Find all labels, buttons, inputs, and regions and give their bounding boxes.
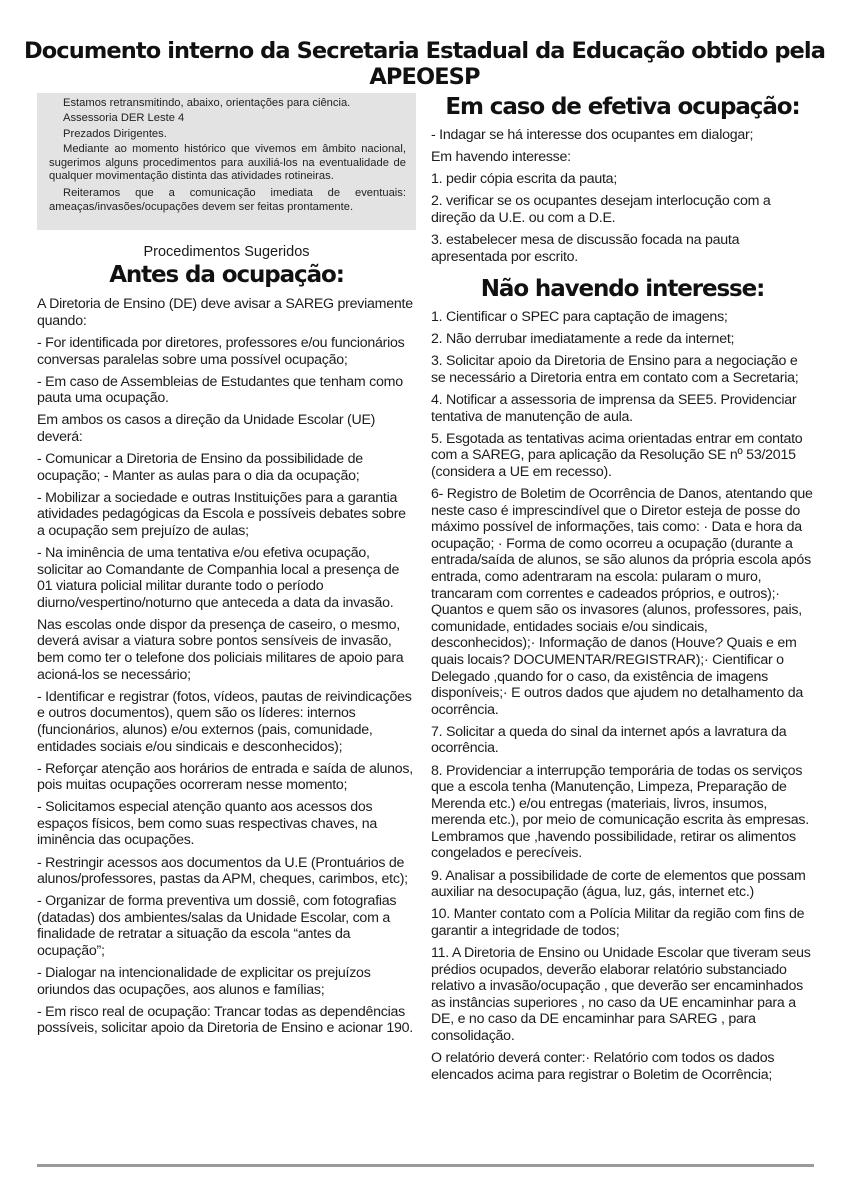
document-headline: Documento interno da Secretaria Estadual da Educação obtido pela APEOESP [23, 38, 826, 90]
paragraph: 9. Analisar a possibilidade de corte de elementos que possam auxiliar na desocupação (água, luz, gás, internet etc.) [431, 867, 806, 901]
paragraph: 7. Solicitar a queda do sinal da internet após a lavratura da ocorrência. [431, 723, 787, 757]
paragraph: - For identificada por diretores, professores e/ou funcionários conversas paralelas sobre uma possível ocupação; [37, 334, 405, 368]
paragraph: - Identificar e registrar (fotos, vídeos, pautas de reivindicações e outros documentos), quem são os líderes: internos (funcionários, alunos) e/ou externos (pais, comunidade, entidades sociais e/ou sindicais e desconhecidos); [37, 688, 412, 755]
paragraph: 2. verificar se os ocupantes desejam interlocução com a direção da U.E. ou com a D.E. [431, 193, 771, 226]
paragraph: - Dialogar na intencionalidade de explicitar os prejuízos oriundos das ocupações, aos alunos e famílias; [37, 965, 371, 998]
before-section-body [37, 296, 416, 1037]
paragraph: - Em risco real de ocupação: Trancar todas as dependências possíveis, solicitar apoio da Diretoria de Ensino e acionar 190. [37, 1003, 413, 1037]
paragraph: - Organizar de forma preventiva um dossiê, com fotografias (datadas) dos ambientes/salas da Unidade Escolar, com a finalidade de retratar a situação da escola “antes da ocupação”; [37, 893, 397, 960]
during-section-body [431, 127, 814, 265]
paragraph: - Restringir acessos aos documentos da U.E (Prontuários de alunos/professores, pastas da APM, cheques, carimbos, etc); [37, 854, 408, 888]
paragraph: 8. Providenciar a interrupção temporária de todas os serviços que a escola tenha (Manutenção, Limpeza, Preparação de Merenda etc.) e/ou entregas (materiais, livros, insumos, merenda etc.), por meio de comunicação escrita às empresas. Lembramos que ,havendo possibilidade, retirar os alimentos congelados e perecíveis. [431, 762, 809, 862]
memo-paragraph: Mediante ao momento histórico que vivemos em âmbito nacional, sugerimos alguns procedimentos para auxiliá-los na eventualidade de qualquer movimentação distinta das atividades rotineiras. [49, 143, 406, 183]
paragraph: 10. Manter contato com a Polícia Militar da região com fins de garantir a integridade de todos; [431, 906, 805, 939]
procedures-label: Procedimentos Sugeridos [143, 244, 310, 261]
paragraph: - Na iminência de uma tentativa e/ou efetiva ocupação, solicitar ao Comandante de Companhia local a presença de 01 viatura policial militar durante todo o período diurno/vespertino/noturno que anteceda a data da invasão. [37, 544, 400, 611]
paragraph: - Comunicar a Diretoria de Ensino da possibilidade de ocupação; - Manter as aulas para o dia da ocupação; [37, 451, 363, 484]
paragraph: 5. Esgotada as tentativas acima orientadas entrar em contato com a SAREG, para aplicação da Resolução SE nº 53/2015 (considera a UE em recesso). [431, 430, 803, 480]
memo-line: Estamos retransmitindo, abaixo, orientações para ciência. [63, 97, 351, 109]
section-title-no-interest: Não havendo interesse: [480, 276, 765, 303]
paragraph: 1. pedir cópia escrita da pauta; [431, 171, 618, 188]
paragraph: Nas escolas onde dispor da presença de caseiro, o mesmo, deverá avisar a viatura sobre pontos sensíveis de invasão, bem como ter o telefone dos policiais militares de apoio para acioná-los se necessário; [37, 616, 404, 683]
paragraph: - Reforçar atenção aos horários de entrada e saída de alunos, pois muitas ocupações ocorreram nesse momento; [37, 760, 413, 794]
section-title-during: Em caso de efetiva ocupação: [445, 94, 800, 120]
paragraph: O relatório deverá conter:· Relatório com todos os dados elencados acima para registrar o Boletim de Ocorrência; [431, 1050, 775, 1083]
memo-paragraph: Reiteramos que a comunicação imediata de eventuais: ameaças/invasões/ocupações devem ser feitas prontamente. [49, 187, 406, 213]
paragraph: Em ambos os casos a direção da Unidade Escolar (UE) deverá: [37, 412, 376, 445]
memo-box [37, 93, 416, 230]
paragraph: 2. Não derrubar imediatamente a rede da internet; [431, 331, 735, 348]
paragraph: 4. Notificar a assessoria de imprensa da SEE5. Providenciar tentativa de manutenção de aula. [431, 392, 797, 425]
paragraph: 3. estabelecer mesa de discussão focada na pauta apresentada por escrito. [431, 231, 740, 265]
paragraph: 11. A Diretoria de Ensino ou Unidade Escolar que tiveram seus prédios ocupados, deverão elaborar relatório substanciado relativo a invasão/ocupação , que deverão ser encaminhados as instâncias superiores , no caso da UE encaminhar para a DE, e no caso da DE encaminhar para SAREG , para consolidação. [431, 944, 811, 1044]
memo-line: Assessoria DER Leste 4 [63, 112, 185, 125]
memo-line: Prezados Dirigentes. [63, 127, 167, 140]
bottom-rule [37, 1164, 814, 1167]
paragraph: - Mobilizar a sociedade e outras Instituições para a garantia atividades pedagógicas da Escola e possíveis debates sobre a ocupação sem prejuízo de aulas; [37, 489, 406, 539]
paragraph: 3. Solicitar apoio da Diretoria de Ensino para a negociação e se necessário a Diretoria entra em contato com a Secretaria; [431, 353, 799, 386]
left-column [37, 93, 416, 1043]
paragraph: Em havendo interesse: [431, 149, 571, 166]
no-interest-section-body [431, 309, 814, 1083]
paragraph: A Diretoria de Ensino (DE) deve avisar a SAREG previamente quando: [37, 296, 413, 329]
paragraph: 1. Cientificar o SPEC para captação de imagens; [431, 309, 728, 326]
paragraph: - Em caso de Assembleias de Estudantes que tenham como pauta uma ocupação. [37, 373, 403, 407]
section-title-before: Antes da ocupação: [109, 262, 344, 289]
right-column [431, 93, 814, 1089]
paragraph: - Indagar se há interesse dos ocupantes em dialogar; [431, 127, 754, 143]
paragraph: - Solicitamos especial atenção quanto aos acessos dos espaços físicos, bem como suas respectivas chaves, na iminência das ocupações. [37, 799, 378, 849]
paragraph: 6- Registro de Boletim de Ocorrência de Danos, atentando que neste caso é imprescindível que o Diretor esteja de posse do máximo possível de informações, tais como: · Data e hora da ocupação; · Forma de como ocorreu a ocupação (durante a entrada/saída de alunos, se são alunos da própria escola após entrada, como adentraram na escola: pularam o muro, trancaram com correntes e cadeados próprios, e outros);· Quantos e quem são os invasores (alunos, professores, pais, comunidade, entidades sociais e/ou sindicais, desconhecidos);· Informação de danos (Houve? Quais e em quais locais? DOCUMENTAR/REGISTRAR);· Cientificar o Delegado ,quando for o caso, da existência de imagens disponíveis;· E outros dados que ajudem no detalhamento da ocorrência. [431, 486, 813, 718]
